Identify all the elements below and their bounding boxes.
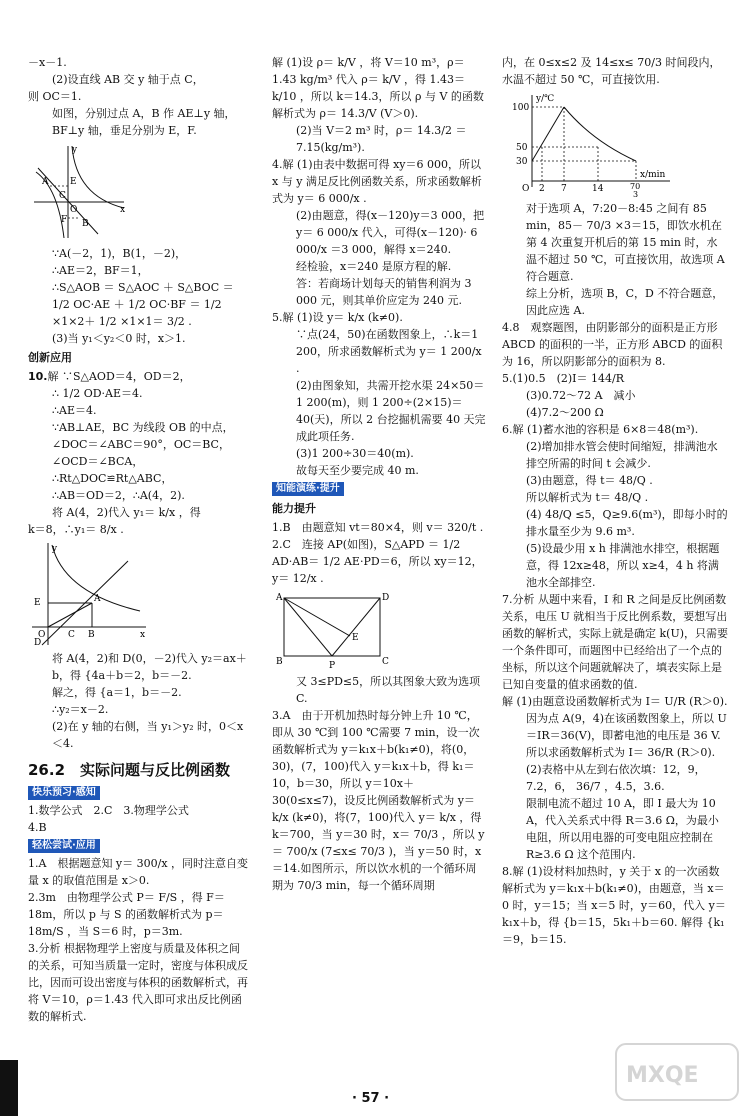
label-C: C	[382, 657, 389, 667]
section-heading: 创新应用	[28, 351, 72, 364]
text-line: 所以解析式为 t＝ 48/Q .	[526, 491, 649, 504]
text-line: ∴S△AOB ＝ S△AOC ＋ S△BOC ＝ 1/2 OC·AE ＋ 1/2 OC·BF ＝ 1/2 ×1×2＋ 1/2 ×1×1＝ 3/2 .	[52, 281, 234, 328]
question-number: 10.	[28, 370, 48, 383]
chapter-title: 实际问题与反比例函数	[80, 761, 231, 779]
text-line: ∴ 1/2 OD·AE＝4.	[52, 387, 143, 400]
text-line: (2)由题意，得(x－120)y＝3 000，把 y＝ 6 000/x 代入，可得(x－120)· 6 000/x ＝3 000，解得 x＝240.	[296, 209, 485, 256]
text-line: 3.A 由于开机加热时每分钟上升 10 ℃，即从 30 ℃到 100 ℃需要 7 min，设一次函数解析式为 y＝k₁x＋b(k₁≠0)，将(0，30)，(7，100)代入 y＝k₁x＋b，得 k₁＝10，b＝30，所以 y＝10x＋30(0≤x≤7)，设反比例函数解析式为 y＝ k/x (k≠0)，将(7，100)代入 y＝ k/x ，得 k＝700，当 y＝30 时，x＝ 70/3 ，所以 y＝ 700/x (7≤x≤ 70/3 )，当 y＝50 时，x＝14.如图所示，所以饮水机的一个循环周期为 70/3 min，每一个循环周期	[272, 709, 485, 892]
section-tag: 轻松尝试·应用	[28, 839, 100, 853]
label-B: B	[82, 219, 89, 229]
text-line: 5.(1)0.5 (2)I＝ 144/R	[502, 372, 624, 385]
text-line: (4) 48/Q ≤5，Q≥9.6(m³)，即每小时的排水量至少为 9.6 m³.	[526, 508, 728, 538]
text-line: 7.分析 从题中来看，I 和 R 之间是反比例函数关系，电压 U 就相当于反比例系数，要想写出函数的解析式，实际上就是确定 k(U)，只需要一个条件即可，而题图中已经给出了一个点的坐标，所以这个问题就解决了，填表实际上是已知自变量的值求函数的值.	[502, 593, 729, 691]
section-tag: 知能演练·提升	[272, 482, 344, 496]
label-B: B	[88, 630, 95, 640]
label-P: P	[329, 661, 336, 670]
text-line: 因为点 A(9，4)在该函数图象上，所以 U＝IR＝36(V)，即蓄电池的电压是 36 V.	[526, 712, 727, 742]
text-line: (2)当 V＝2 m³ 时，ρ＝ 14.3/2 ＝7.15(kg/m³).	[296, 124, 467, 154]
chapter-heading	[28, 762, 250, 779]
text-line: (3)1 200÷30＝40(m).	[296, 447, 414, 460]
label-E: E	[70, 177, 77, 187]
text-line: 如图，分别过点 A，B 作 AE⊥y 轴，BF⊥y 轴，垂足分别为 E，F.	[52, 107, 236, 137]
column-right	[502, 54, 728, 948]
label-y: y	[72, 145, 78, 155]
chapter-number: 26.2	[28, 761, 66, 779]
text-line: 综上分析，选项 B，C，D 不符合题意，因此应选 A.	[526, 287, 724, 317]
text-line: 所以求函数解析式为 I＝ 36/R (R＞0).	[526, 746, 716, 759]
text-line: 故每天至少要完成 40 m.	[296, 464, 419, 477]
temperature-graph	[502, 91, 672, 197]
text-line: ∴Rt△DOC≌Rt△ABC，	[52, 472, 173, 485]
label-O: O	[38, 630, 46, 640]
label-A: A	[94, 594, 101, 604]
tick-14: 14	[592, 184, 604, 194]
origin-label: O	[522, 184, 530, 194]
text-line: 又 3≤PD≤5，所以其图象大致为选项 C.	[296, 675, 481, 705]
rectangle-figure	[272, 590, 392, 670]
label-C: C	[68, 630, 75, 640]
text-line: 解 (1)由题意设函数解析式为 I＝ U/R (R＞0).	[502, 695, 728, 708]
tick-30: 30	[516, 157, 528, 167]
tick-100: 100	[512, 103, 530, 113]
axis-y-label: y/℃	[536, 94, 555, 104]
tick-7: 7	[561, 184, 567, 194]
text-line: 将 A(4，2)代入 y₁＝ k/x ，得	[52, 506, 201, 519]
text-line: (2)设直线 AB 交 y 轴于点 C，	[52, 73, 204, 86]
section-tag: 快乐预习·感知	[28, 786, 100, 800]
label-A: A	[276, 593, 283, 603]
text-line: 4.解 (1)由表中数据可得 xy＝6 000，所以 x 与 y 满足反比例函数关系，所求函数解析式为 y＝ 6 000/x .	[272, 158, 482, 205]
text-line: 解 (1)设 ρ＝ k/V ，将 V＝10 m³，ρ＝1.43 kg/m³ 代入 ρ＝ k/V ，得 1.43＝ k/10 ，所以 k＝14.3，所以 ρ 与 V 的函数解析式为 ρ＝ 14.3/V (V＞0).	[272, 56, 484, 120]
text-line: ∴AE＝2，BF＝1，	[52, 264, 149, 277]
text-line: (5)设最少用 x h 排满池水排空，根据题意，得 12x≥48，所以 x≥4，4 h 将满池水全部排空.	[526, 542, 720, 589]
text-line: (2)由图象知，共需开挖水渠 24×50＝1 200(m)，则 1 200÷(2×15)＝40(天)，所以 2 台挖掘机需要 40 天完成此项任务.	[296, 379, 486, 443]
text-line: 对于选项 A，7:20－8:45 之间有 85 min，85－ 70/3 ×3＝15，即饮水机在第 4 次重复开机后的第 15 min 时，水温不超过 50 ℃，可直接饮用，故选项 A 符合题意.	[526, 202, 725, 283]
text-line: 限制电流不超过 10 A，即 I 最大为 10 A，代入关系式中得 R＝3.6 Ω，为最小电阻，所以用电器的可变电阻应控制在 R≥3.6 Ω 这个范围内.	[526, 797, 719, 861]
tick-70-numerator: 70	[630, 182, 641, 191]
column-left	[28, 54, 250, 1025]
section-heading: 能力提升	[272, 502, 316, 515]
text-line: (2)增加排水管会使时间缩短，排满池水排空所需的时间 t 会减少.	[526, 440, 718, 470]
text-line: 经检验，x＝240 是原方程的解.	[296, 260, 452, 273]
text-line: 6.解 (1)蓄水池的容积是 6×8＝48(m³).	[502, 423, 699, 436]
text-line: 2.C 连接 AP(如图)，S△APD ＝ 1/2 AD·AB＝ 1/2 AE·PD＝6，所以 xy＝12，y＝ 12/x .	[272, 538, 483, 585]
label-O: O	[70, 205, 78, 215]
label-D: D	[382, 593, 390, 603]
text-line: 5.解 (1)设 y＝ k/x (k≠0).	[272, 311, 403, 324]
text-line: (3)0.72～72 A 减小	[526, 389, 636, 402]
page-number: · 57 ·	[352, 1091, 390, 1106]
text-line: 4.B	[28, 821, 47, 834]
label-F: F	[61, 215, 68, 225]
text-line: 解之，得 {a＝1，b＝－2.	[52, 686, 182, 699]
text-line: 将 A(4，2)和 D(0，－2)代入 y₂＝ax＋b，得 {4a＋b＝2，b＝－2.	[52, 652, 247, 682]
hyperbola-figure-2	[28, 541, 148, 647]
text-line: 则 OC＝1.	[28, 90, 82, 103]
column-middle	[272, 54, 486, 894]
text-line: 解 ∵S△AOD＝4，OD＝2，	[47, 370, 191, 383]
tick-2: 2	[539, 184, 545, 194]
text-line: k＝8，∴y₁＝ 8/x .	[28, 523, 124, 536]
text-line: (2)在 y 轴的右侧，当 y₁＞y₂ 时，0＜x＜4.	[52, 720, 244, 750]
text-line: ∵A(－2，1)，B(1，－2)，	[52, 247, 187, 260]
label-y: y	[52, 544, 58, 554]
text-line: 1.A 根据题意知 y＝ 300/x ，同时注意自变量 x 的取值范围是 x＞0.	[28, 857, 249, 887]
hyperbola-figure-1	[28, 142, 128, 242]
svg-text:MXQE: MXQE	[626, 1063, 699, 1088]
text-line: －x－1.	[28, 56, 67, 69]
text-line: ∴AE＝4.	[52, 404, 97, 417]
label-x: x	[120, 205, 126, 215]
label-A: A	[42, 177, 49, 187]
text-line: (2)表格中从左到右依次填：12，9，7.2，6， 36/7 ，4.5，3.6.	[526, 763, 706, 793]
text-line: 答：若商场计划每天的销售利润为 3 000 元，则其单价应定为 240 元.	[296, 277, 472, 307]
text-line: ∵AB⊥AE，BC 为线段 OB 的中点，∠DOC＝∠ABC＝90°，OC＝BC，∠OCD＝∠BCA，	[52, 421, 234, 468]
text-line: 2.3m 由物理学公式 P＝ F/S ，得 F＝18m，所以 p 与 S 的函数解析式为 p＝ 18m/S ，当 S＝6 时，p＝3m.	[28, 891, 225, 938]
text-line: (3)由题意，得 t＝ 48/Q .	[526, 474, 653, 487]
text-line: 1.数学公式 2.C 3.物理学公式	[28, 804, 189, 817]
tick-70-denominator: 3	[633, 190, 639, 197]
label-B: B	[276, 657, 283, 667]
axis-x-label: x/min	[640, 170, 666, 180]
text-line: (4)7.2～200 Ω	[526, 406, 604, 419]
text-line: 4.8 观察题图，由阴影部分的面积是正方形 ABCD 的面积的一半，正方形 ABCD 的面积为 16，所以阴影部分的面积为 8.	[502, 321, 723, 368]
label-E: E	[34, 598, 41, 608]
text-line: ∴AB＝OD＝2，∴A(4，2).	[52, 489, 185, 502]
label-x: x	[140, 630, 146, 640]
text-line: 1.B 由题意知 vt＝80×4，则 v＝ 320/t .	[272, 521, 484, 534]
label-C: C	[59, 191, 66, 201]
page-edge-mark	[0, 1060, 18, 1116]
label-E: E	[352, 633, 359, 643]
text-line: ∵点(24，50)在函数图象上，∴k＝1 200，所求函数解析式为 y＝ 1 200/x .	[296, 328, 482, 375]
tick-50: 50	[516, 143, 528, 153]
text-line: 3.分析 根据物理学上密度与质量及体积之间的关系，可知当质量一定时，密度与体积成反比，因而可设出密度与体积的函数解析式，再将 V＝10，ρ＝1.43 代入即可求出反比例函数的解析式.	[28, 942, 248, 1023]
text-line: (3)当 y₁＜y₂＜0 时，x＞1.	[52, 332, 186, 345]
watermark-logo	[612, 1040, 742, 1104]
text-line: 8.解 (1)设材料加热时，y 关于 x 的一次函数解析式为 y＝k₁x＋b(k₁≠0)，由题意，当 x＝0 时，y＝15；当 x＝5 时，y＝60，代入 y＝k₁x＋b，得 {b＝15，5k₁＋b＝60. 解得 {k₁＝9，b＝15.	[502, 865, 726, 946]
text-line: 内，在 0≤x≤2 及 14≤x≤ 70/3 时间段内，水温不超过 50 ℃，可直接饮用.	[502, 56, 721, 86]
text-line: ∴y₂＝x－2.	[52, 703, 109, 716]
label-D: D	[34, 638, 42, 647]
